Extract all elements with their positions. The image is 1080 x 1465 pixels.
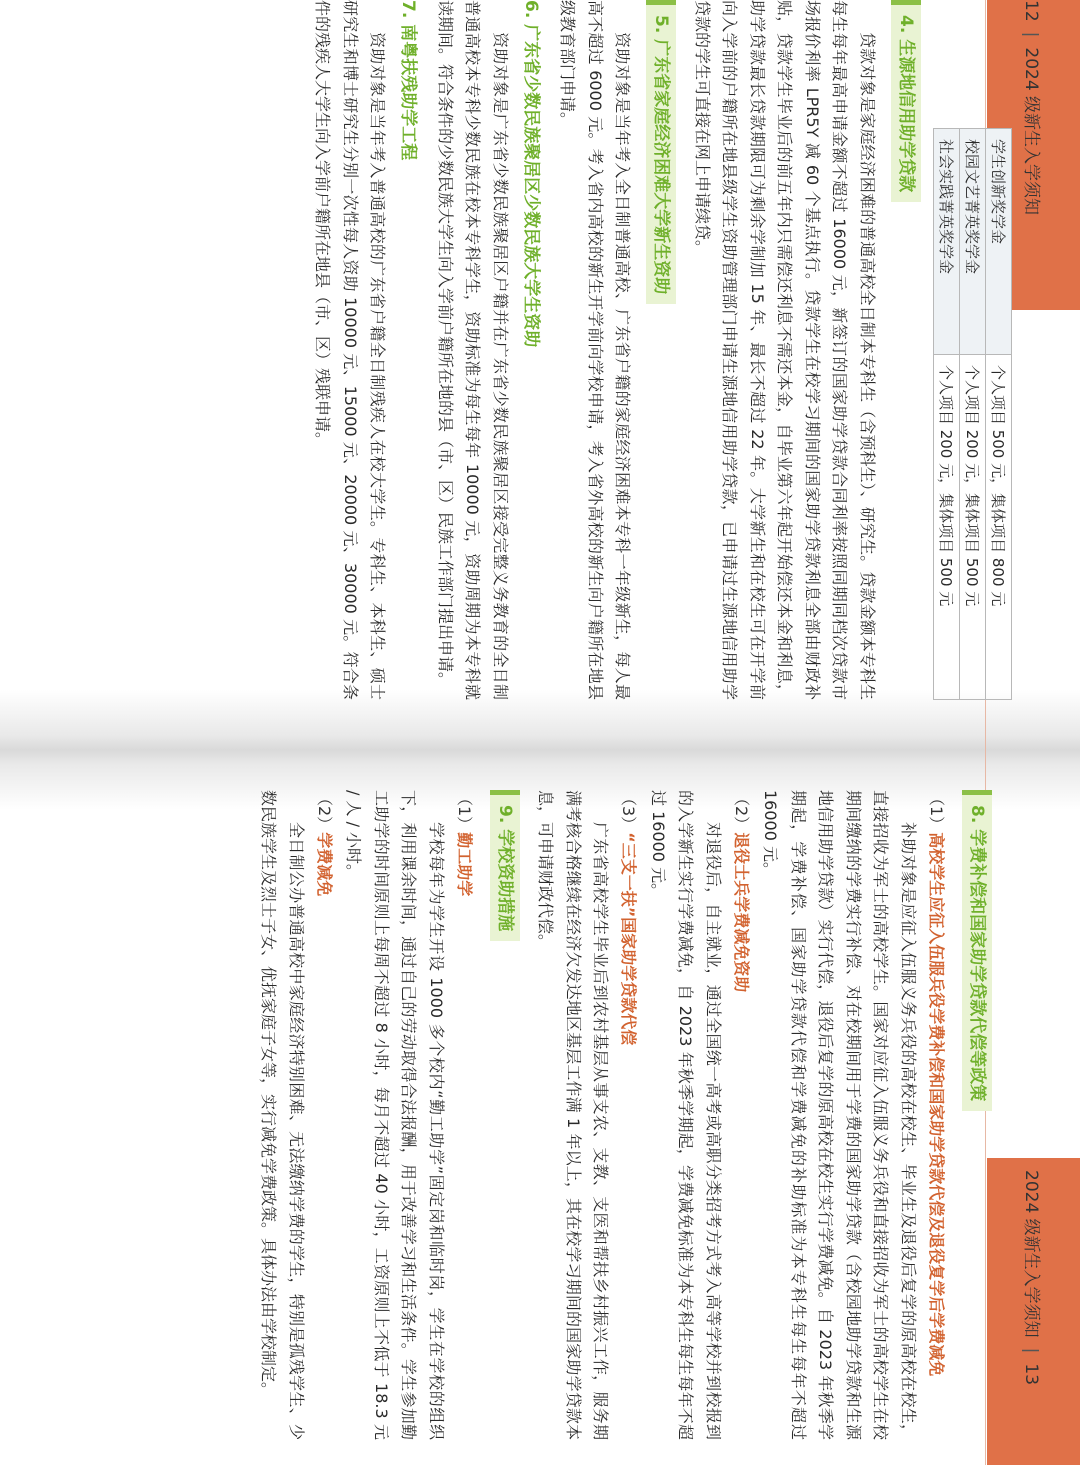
section-4-paragraph: 贷款对象是家庭经济困难的普通高校全日制本专科生（含预科生）、研究生。贷款金额本专科生每生每年最高申请金额不超过 16000 元，新签订的国家助学贷款合同利率按照同期同档次贷款市场报价利率 LPR5Y 减 60 个基点执行。贷款学生在校学习期间的国家助学贷款利息全部由财政补贴，贷款学生毕业后的前五年内只需偿还利息不需还本金，自毕业第六年起开始偿还本金和利息，助学贷款最长贷款期限可为剩余学制加 15 年、最长不超过 22 年。大学新生和在校生可在开学前向入学前的户籍所在地县级学生资助管理部门申请生源地信用助学贷款，已申请过生源地信用助学贷款的学生可直接在网上申请续贷。 — [693, 0, 877, 700]
sub-title-text: 退役士兵学费减免资助 — [732, 832, 751, 993]
section-6-paragraph: 资助对象是广东省少数民族聚居区户籍并在广东省少数民族聚居区接受完整义务教育的全日制普通高校本专科少数民族在校本专科学生，资助标准为每生每年 10000 元，资助周期为本专科就读期间。符合条件的少数民族大学生向入学前户籍所在地的县（市、区）民族工作部门提出申请。 — [436, 0, 510, 700]
section-5-paragraph: 资助对象是当年考入全日制普通高校、广东省户籍的家庭经济困难本专科一年级新生，每人最高不超过 6000 元。考入省内高校的新生开学前向学校申请，考入省外高校的新生向户籍所在地县级教育部门申请。 — [558, 0, 633, 700]
award-amount: 个人项目 500 元，集体项目 800 元 — [986, 354, 1012, 699]
section-5-title: 5. 广东省家庭经济困难大学新生资助 — [647, 0, 677, 304]
sub-prefix: （3） — [619, 790, 639, 833]
section-8-sub3-title — [615, 790, 643, 1440]
section-9-sub2-title — [310, 790, 338, 1440]
page-12-header: 12|2024 级新生入学须知 — [1021, 0, 1041, 216]
page-13-body — [255, 790, 1004, 1440]
table-row — [986, 129, 1012, 700]
sub-title-text: 勤工助学 — [455, 832, 474, 897]
section-8-sub1-title — [922, 790, 950, 1440]
award-amount: 个人项目 200 元，集体项目 500 元 — [934, 354, 960, 699]
sub-prefix: （2） — [315, 790, 334, 833]
award-name: 社会实践菁英奖学金 — [934, 129, 960, 355]
section-4-title: 4. 生源地信用助学贷款 — [891, 0, 921, 202]
sub-prefix: （2） — [732, 790, 751, 833]
table-row — [960, 129, 986, 700]
section-9-sub2-paragraph: 全日制公办普通高校中家庭经济特别困难、无法缴纳学费的学生，特别是孤残学生、少数民族学生及烈士子女、优抚家庭子女等，实行减免学费政策。具体办法由学校制定。 — [259, 790, 306, 1440]
page-12-body — [309, 0, 1012, 700]
section-8-sub2-title — [727, 790, 755, 1440]
page-12 — [60, 0, 1060, 700]
section-8-sub3-paragraph: 广东省高校学生毕业后到农村基层从事支农、支教、支医和帮扶乡村振兴工作，服务期满考核合格继续在经济欠发达地区基层工作满 1 年以上，其在校学习期间的国家助学贷款本息，可申请财政代偿。 — [536, 790, 611, 1440]
sub-title-text: “三支一扶”国家助学贷款代偿 — [619, 832, 639, 1046]
table-row — [934, 129, 960, 700]
section-8-sub1-paragraph: 补助对象是应征入伍服义务兵役的高校在校生、毕业生及退役后复学的原高校在校生，直接招收为军士的高校学生。国家对应征入伍服义务兵役和直接招收为军士的高校学生在校期间缴纳的学费实行补偿、对在校期间用于学费的国家助学贷款（含校园地助学贷款和生源地信用助学贷款）实行代偿，退役后复学的原高校在校生实行学费减免。自 2023 年秋季学期起，学费补偿、国家助学贷款代偿和学费减免的补助标准为本专科生每生每年不超过 16000 元。 — [761, 790, 918, 1440]
header-title: 2024 级新生入学须知 — [1021, 47, 1041, 216]
section-6-title: 6. 广东省少数民族聚居区少数民族大学生资助 — [521, 0, 541, 348]
header-title: 2024 级新生入学须知 — [1021, 1170, 1041, 1338]
award-name: 校园文艺菁英奖学金 — [960, 129, 986, 355]
section-7-paragraph: 资助对象是当年考入普通高校的广东省户籍全日制残疾人在校大学生。专科生、本科生、硕士研究生和博士研究生分别一次性每人资助 10000 元、15000 元、20000 元、30000 元。符合条件的残疾人大学生向入学前户籍所在地县（市、区）残联申请。 — [313, 0, 388, 700]
award-amount: 个人项目 200 元，集体项目 500 元 — [960, 354, 986, 699]
section-9-title: 9. 学校资助措施 — [490, 790, 520, 941]
page-number: 12 — [1021, 0, 1041, 22]
page-13 — [60, 790, 1060, 1440]
section-8-sub2-paragraph: 对退役后，自主就业，通过全国统一高考或高职分类招考方式考入高等学校并到校报到的入学新生实行学费减免，自 2023 年秋季学期起，学费减免标准为本专科生每生每年不超过 16000 元。 — [649, 790, 723, 1440]
section-8-title: 8. 学费补偿和国家助学贷款代偿等政策 — [962, 790, 992, 1111]
section-9-sub1-title — [450, 790, 478, 1440]
sub-title-text: 学费减免 — [315, 832, 334, 897]
section-7-title: 7. 南粤扶残助学工程 — [398, 0, 419, 161]
sub-prefix: （1） — [927, 790, 946, 833]
sub-title-text: 高校学生应征入伍服兵役学费补偿和国家助学贷款代偿及退役复学后学费减免 — [927, 832, 946, 1377]
sub-prefix: （1） — [455, 790, 474, 833]
awards-table — [933, 128, 1012, 700]
award-name: 学生创新奖学金 — [986, 129, 1012, 355]
page-13-header: 2024 级新生入学须知|13 — [1021, 1170, 1041, 1386]
page-number: 13 — [1021, 1363, 1041, 1386]
section-9-sub1-paragraph: 学校每年为学生开设 1000 多个校内“勤工助学”固定岗和临时岗，学生在学校的组织下，利用课余时间，通过自己的劳动取得合法报酬，用于改善学习和生活条件。学生参加勤工助学的时间原则上每周不超过 8 小时，每月不超过 40 小时，工资原则上不低于 18.3 元 / 人 / 小时。 — [344, 790, 446, 1440]
